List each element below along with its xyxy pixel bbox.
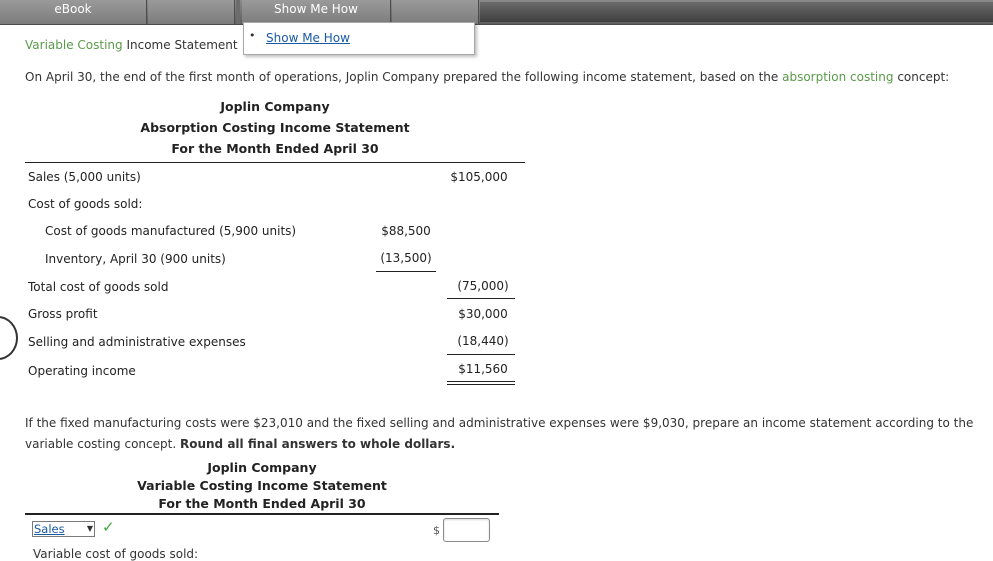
tab-separator [236, 0, 240, 24]
circle-icon [0, 316, 18, 360]
tab-show-me-how[interactable]: Show Me How [242, 0, 391, 24]
manufactured-label: Cost of goods manufactured (5,900 units) [45, 224, 297, 238]
absorption-statement-title: Absorption Costing Income Statement [140, 120, 410, 135]
total-cogs-label: Total cost of goods sold [28, 280, 169, 294]
gross-profit-amount: $30,000 [458, 307, 508, 321]
total-cogs-amount: (75,000) [457, 279, 509, 293]
double-rule-bottom [447, 384, 515, 385]
inventory-label: Inventory, April 30 (900 units) [45, 252, 226, 266]
total-cogs-rule [447, 298, 515, 299]
intro-before: On April 30, the end of the first month of operations, Joplin Company prepared the following income statement, based on the [25, 70, 779, 84]
operating-income-amount: $11,560 [458, 362, 508, 376]
page-title [25, 38, 238, 52]
variable-costing-link[interactable]: Variable Costing [25, 38, 123, 52]
tab-blank[interactable] [392, 0, 479, 24]
show-me-how-link[interactable]: Show Me How [266, 31, 350, 45]
tab-ebook[interactable]: eBook [0, 0, 147, 24]
check-icon: ✓ [102, 518, 115, 536]
double-rule-top [447, 381, 515, 382]
inventory-rule [376, 271, 436, 272]
operating-income-label: Operating income [28, 364, 136, 378]
variable-company: Joplin Company [207, 460, 317, 475]
gross-profit-label: Gross profit [28, 307, 98, 321]
currency-symbol: $ [433, 524, 440, 537]
tab-blank[interactable] [148, 0, 235, 24]
sales-amount: $105,000 [450, 170, 508, 184]
absorption-period: For the Month Ended April 30 [171, 141, 379, 156]
absorption-company: Joplin Company [220, 99, 330, 114]
sales-select[interactable] [32, 521, 95, 537]
variable-period: For the Month Ended April 30 [158, 496, 366, 511]
cogs-label: Cost of goods sold: [28, 197, 143, 211]
page-title-text: Income Statement [126, 38, 238, 52]
selling-admin-label: Selling and administrative expenses [28, 335, 246, 349]
intro-after: concept: [897, 70, 950, 84]
instructions [25, 413, 985, 455]
variable-header-rule [25, 513, 499, 515]
intro-text [25, 70, 949, 84]
manufactured-amount: $88,500 [381, 224, 431, 238]
sales-select-value: Sales [34, 522, 65, 536]
bullet-icon: • [249, 29, 256, 42]
absorption-costing-link[interactable]: absorption costing [782, 70, 894, 84]
variable-statement-title: Variable Costing Income Statement [137, 478, 387, 493]
instructions-text: If the fixed manufacturing costs were $23,010 and the fixed selling and administrative expenses were $9,030, prepare an income statement according to the variable costing concept. [25, 416, 974, 451]
inventory-amount: (13,500) [380, 251, 432, 265]
variable-cogs-label: Variable cost of goods sold: [33, 547, 199, 561]
selling-admin-amount: (18,440) [457, 334, 509, 348]
sales-amount-input[interactable] [443, 518, 490, 542]
chevron-down-icon: ▼ [86, 524, 93, 533]
header-rule [25, 162, 525, 163]
show-me-how-menu [243, 22, 475, 55]
instructions-bold: Round all final answers to whole dollars. [179, 437, 456, 451]
sales-label: Sales (5,000 units) [28, 170, 141, 184]
selling-admin-rule [447, 354, 515, 355]
tab-bar-filler [480, 2, 993, 22]
